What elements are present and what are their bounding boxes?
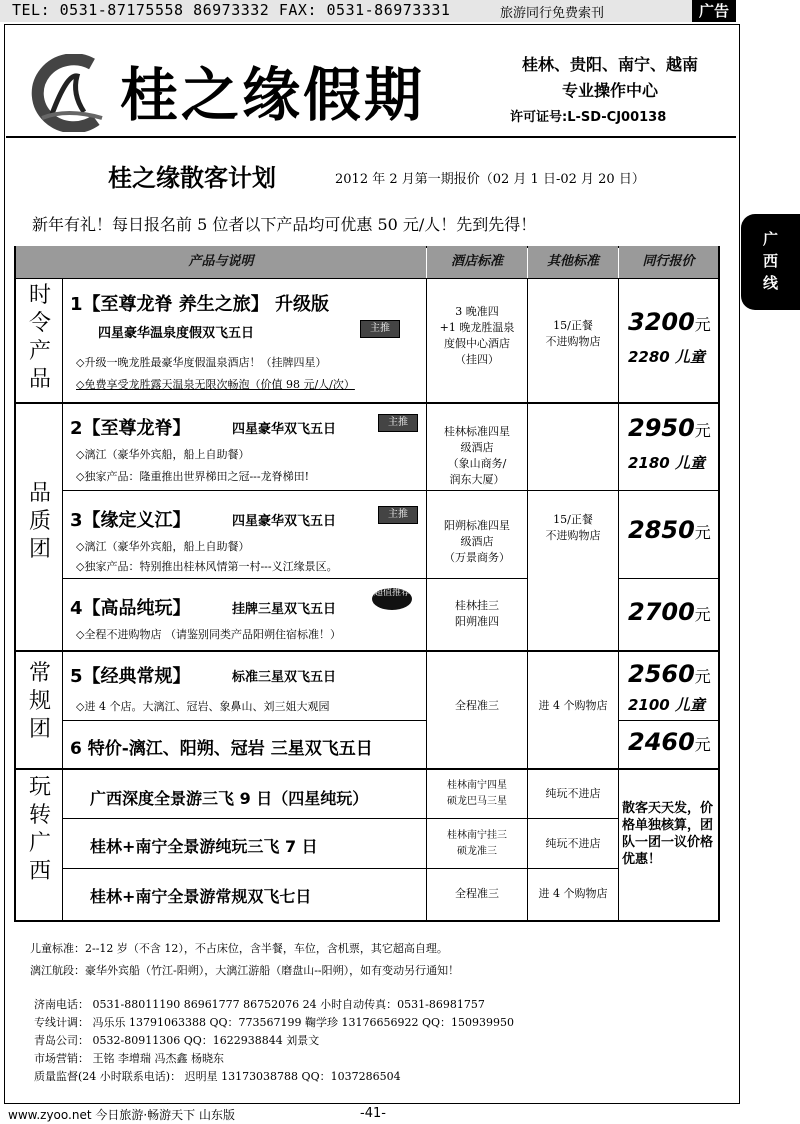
category-regular: 常 规 团 bbox=[28, 661, 51, 742]
other-standard: 纯玩不进店 bbox=[545, 787, 601, 800]
product-tag: 四星豪华双飞五日 bbox=[232, 422, 337, 437]
category-seasonal: 时 令 产 品 bbox=[28, 283, 51, 392]
price-period: 2012 年 2 月第一期报价（02 月 1 日-02 月 20 日） bbox=[335, 172, 645, 187]
product-name: 5【经典常规】 bbox=[70, 666, 191, 687]
hotel-standard: 3 晚准四 +1 晚龙胜温泉 度假中心酒店 （挂四） bbox=[439, 305, 515, 366]
footer-url: www.zyoo.net 今日旅游·畅游天下 山东版 bbox=[8, 1108, 235, 1122]
brand-logo-icon bbox=[22, 54, 112, 132]
product-note: ◇进 4 个店。大漓江、冠岩、象鼻山、刘三姐大观园 bbox=[76, 700, 330, 713]
price: 2950元 bbox=[628, 414, 711, 442]
child-price: 2280 儿童 bbox=[628, 348, 705, 366]
value-badge: 超值推荐 bbox=[372, 588, 412, 610]
contact-line: 专线计调： 冯乐乐 13791063388 QQ：773567199 鞠学珍 13176656922 QQ：150939950 bbox=[34, 1016, 514, 1029]
side-tab-guangxi bbox=[741, 214, 800, 310]
price: 2560元 bbox=[628, 660, 711, 688]
category-quality: 品 质 团 bbox=[28, 481, 51, 562]
hotel-standard: 桂林南宁四星 硕龙巴马三星 bbox=[447, 780, 507, 807]
side-tab-char: 线 bbox=[762, 274, 778, 292]
product-tag: 四星豪华温泉度假双飞五日 bbox=[98, 326, 255, 341]
promo-text: 新年有礼！每日报名前 5 位者以下产品均可优惠 50 元/人！先到先得！ bbox=[32, 215, 537, 234]
hotel-standard: 桂林南宁挂三 硕龙准三 bbox=[447, 830, 507, 857]
ad-tag: 广告 bbox=[692, 0, 736, 22]
product-name: 6 特价-漓江、阳朔、冠岩 三星双飞五日 bbox=[70, 739, 373, 759]
price: 2850元 bbox=[628, 516, 711, 544]
product-tag: 四星豪华双飞五日 bbox=[232, 514, 337, 529]
page-number: -41- bbox=[360, 1106, 386, 1121]
col-header-other: 其他标准 bbox=[528, 246, 618, 278]
contact-line: 市场营销： 王铭 李增瑞 冯杰鑫 杨晓东 bbox=[34, 1052, 224, 1065]
other-standard: 15/正餐 不进购物店 bbox=[545, 319, 601, 348]
hotel-standard: 全程准三 bbox=[455, 887, 499, 900]
license-number: 许可证号:L-SD-CJ00138 bbox=[510, 110, 667, 125]
hotel-standard: 桂林标准四星 级酒店 （象山商务/ 润东大厦） bbox=[444, 425, 510, 486]
featured-badge: 主推 bbox=[378, 414, 418, 432]
col-header-price: 同行报价 bbox=[619, 246, 718, 278]
lijiang-note: 漓江航段：豪华外宾船（竹江-阳朔），大漓江游船（磨盘山--阳朔），如有变动另行通知！ bbox=[30, 964, 460, 977]
product-note: ◇漓江（豪华外宾船，船上自助餐） bbox=[76, 540, 250, 553]
contact-line: 济南电话： 0531-88011190 86961777 86752076 24 小时自动传真：0531-86981757 bbox=[34, 998, 485, 1011]
page-title: 桂之缘散客计划 bbox=[108, 164, 276, 192]
product-name: 4【高品纯玩】 bbox=[70, 598, 191, 619]
featured-badge: 主推 bbox=[378, 506, 418, 524]
product-note: ◇全程不进购物店 （请鉴别同类产品阳朔住宿标准！） bbox=[76, 628, 341, 641]
group-price-note: 散客天天发，价格单独核算，团队一团一议价格优惠！ bbox=[622, 801, 714, 867]
product-note: ◇独家产品：隆重推出世界梯田之冠---龙脊梯田! bbox=[76, 470, 310, 483]
category-guangxi: 玩 转 广 西 bbox=[28, 775, 51, 884]
tour-name: 桂林+南宁全景游常规双飞七日 bbox=[90, 887, 312, 906]
side-tab-char: 广 bbox=[762, 230, 778, 248]
product-note: ◇升级一晚龙胜最豪华度假温泉酒店！（挂牌四星） bbox=[76, 356, 327, 369]
other-standard: 15/正餐 不进购物店 bbox=[545, 513, 601, 542]
other-standard: 进 4 个购物店 bbox=[538, 887, 608, 900]
page-footer bbox=[0, 1104, 800, 1124]
contact-tel-fax: TEL: 0531-87175558 86973332 FAX: 0531-86973331 bbox=[12, 1, 451, 19]
contact-line: 青岛公司： 0532-80911306 QQ：1622938844 刘景文 bbox=[34, 1034, 320, 1047]
col-header-hotel: 酒店标准 bbox=[427, 246, 527, 278]
top-slogan: 旅游同行免费索刊 bbox=[500, 6, 605, 21]
col-header-product: 产品与说明 bbox=[16, 246, 426, 278]
product-tag: 挂牌三星双飞五日 bbox=[232, 602, 337, 617]
price: 2700元 bbox=[628, 598, 711, 626]
product-note: ◇漓江（豪华外宾船，船上自助餐） bbox=[76, 448, 250, 461]
product-name: 1【至尊龙脊 养生之旅】 升级版 bbox=[70, 294, 330, 315]
region-block bbox=[500, 52, 720, 104]
tour-name: 桂林+南宁全景游纯玩三飞 7 日 bbox=[90, 837, 318, 856]
region-line: 桂林、贵阳、南宁、越南 bbox=[521, 55, 698, 74]
product-name: 3【缘定义江】 bbox=[70, 510, 191, 531]
side-tab-char: 西 bbox=[762, 252, 778, 270]
header-divider bbox=[6, 136, 736, 138]
price: 3200元 bbox=[628, 308, 711, 336]
contact-line: 质量监督(24 小时联系电话)： 迟明星 13173038788 QQ：1037286504 bbox=[34, 1070, 401, 1083]
product-note: ◇独家产品：特别推出桂林风情第一村---义江缘景区。 bbox=[76, 560, 338, 573]
product-tag: 标准三星双飞五日 bbox=[232, 670, 337, 685]
hotel-standard: 桂林挂三 阳朔准四 bbox=[455, 599, 499, 628]
other-standard: 纯玩不进店 bbox=[545, 837, 601, 850]
tour-name: 广西深度全景游三飞 9 日（四星纯玩） bbox=[90, 789, 369, 808]
child-price: 2180 儿童 bbox=[628, 454, 705, 472]
product-note: ◇免费享受龙胜露天温泉无限次畅泡（价值 98 元/人/次） bbox=[76, 378, 355, 391]
price: 2460元 bbox=[628, 728, 711, 756]
other-standard: 进 4 个购物店 bbox=[538, 699, 608, 712]
product-name: 2【至尊龙脊】 bbox=[70, 418, 191, 439]
brand-name: 桂之缘假期 bbox=[120, 61, 426, 129]
child-standard-note: 儿童标准：2--12 岁（不含 12），不占床位，含半餐，车位，含机票，其它超高自理。 bbox=[30, 942, 448, 955]
top-bar bbox=[0, 0, 732, 22]
child-price: 2100 儿童 bbox=[628, 696, 705, 714]
hotel-standard: 阳朔标准四星 级酒店 （万景商务） bbox=[444, 519, 510, 564]
hotel-standard: 全程准三 bbox=[455, 699, 499, 712]
featured-badge: 主推 bbox=[360, 320, 400, 338]
region-center: 专业操作中心 bbox=[561, 81, 658, 100]
